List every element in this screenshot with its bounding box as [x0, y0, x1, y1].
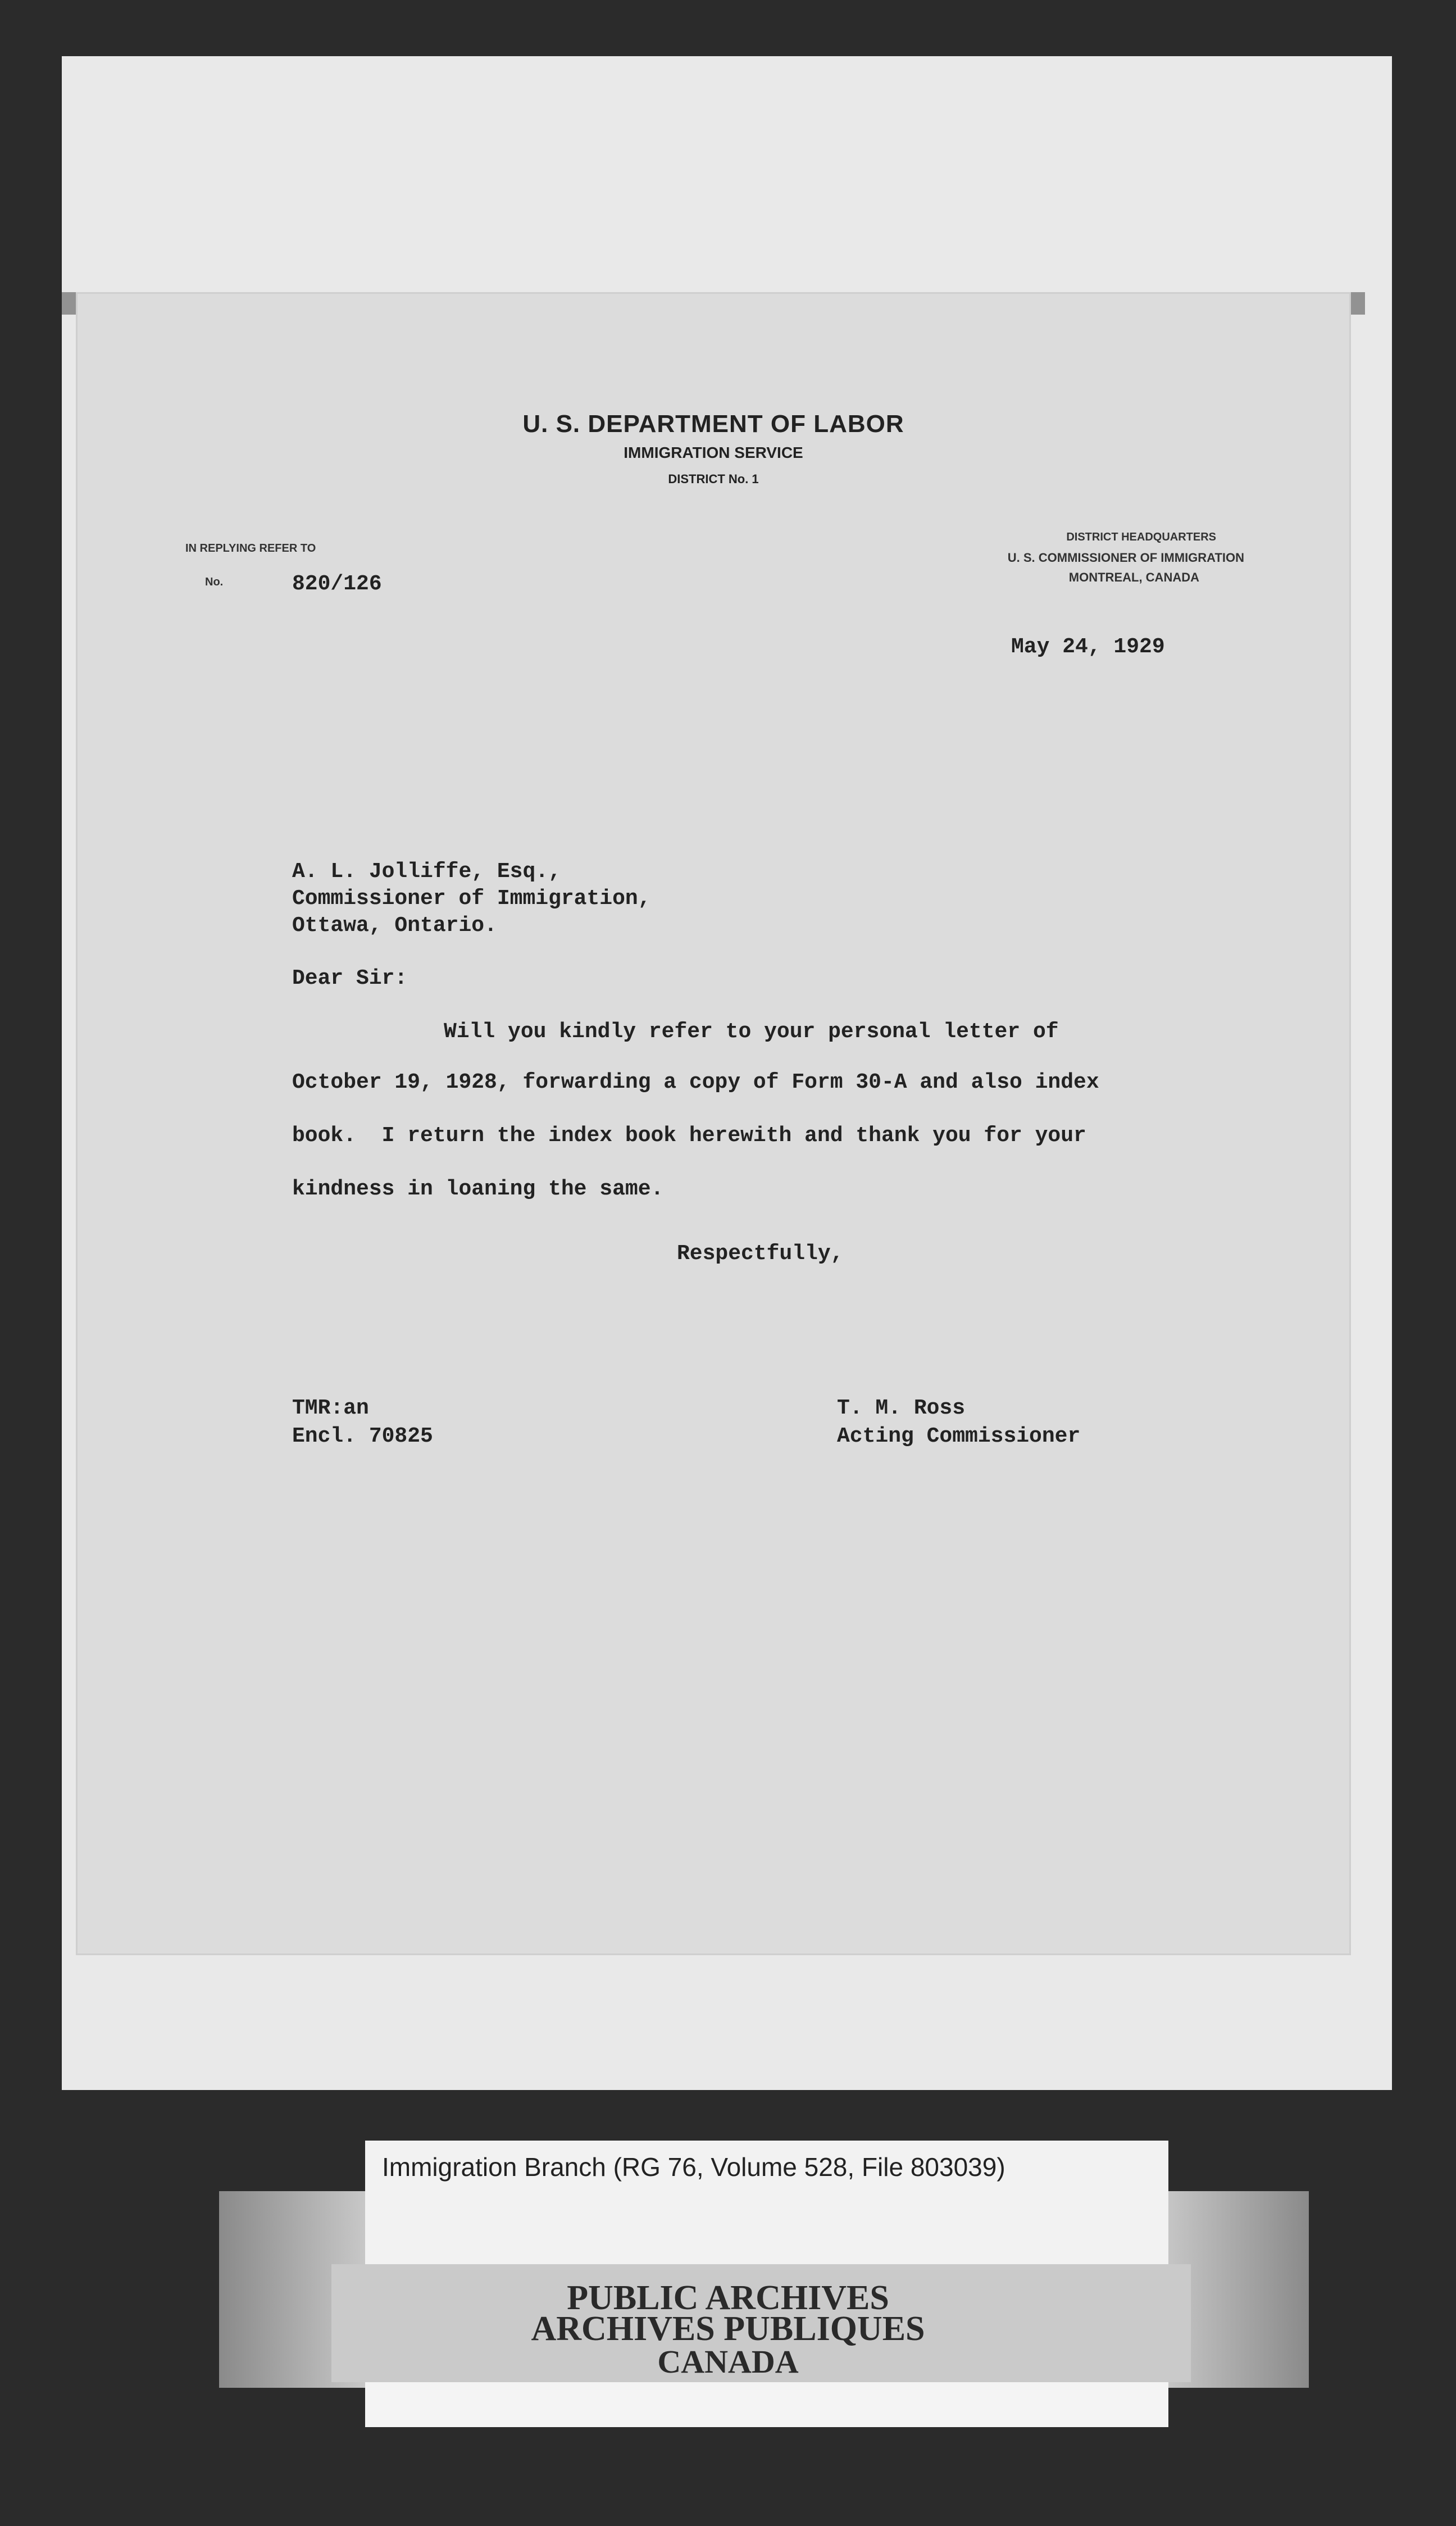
- closing: Respectfully,: [677, 1242, 844, 1266]
- address-line-2: Commissioner of Immigration,: [292, 887, 651, 911]
- body-line-4: kindness in loaning the same.: [292, 1177, 664, 1201]
- signature-title: Acting Commissioner: [837, 1424, 1081, 1448]
- bottom-label-strip: [365, 2382, 1168, 2427]
- stamp-line-3: CANADA: [657, 2343, 799, 2380]
- address-line-1: A. L. Jolliffe, Esq.,: [292, 860, 561, 884]
- archive-caption: Immigration Branch (RG 76, Volume 528, File 803039): [382, 2152, 1005, 2182]
- service-heading: IMMIGRATION SERVICE: [624, 444, 803, 461]
- stamp-line-1: PUBLIC ARCHIVES: [567, 2279, 889, 2317]
- typist-initials: TMR:an: [292, 1396, 369, 1420]
- district-heading: DISTRICT No. 1: [668, 472, 759, 486]
- reference-number: 820/126: [292, 572, 382, 596]
- body-line-2: October 19, 1928, forwarding a copy of Form 30-A and also index: [292, 1070, 1099, 1094]
- headquarters-line-2: U. S. COMMISSIONER OF IMMIGRATION: [1007, 551, 1244, 565]
- letter-page: [76, 292, 1351, 1955]
- letter-date: May 24, 1929: [1011, 635, 1165, 659]
- headquarters-line-3: MONTREAL, CANADA: [1068, 570, 1199, 584]
- salutation: Dear Sir:: [292, 966, 408, 991]
- signature-name: T. M. Ross: [837, 1396, 966, 1420]
- stamp-line-2: ARCHIVES PUBLIQUES: [531, 2310, 925, 2348]
- department-heading: U. S. DEPARTMENT OF LABOR: [522, 410, 904, 438]
- refer-label: IN REPLYING REFER TO: [185, 542, 316, 555]
- body-line-1: Will you kindly refer to your personal letter of: [444, 1020, 1059, 1044]
- number-label: No.: [205, 576, 224, 588]
- body-line-3: book. I return the index book herewith and thank you for your: [292, 1124, 1086, 1148]
- address-line-3: Ottawa, Ontario.: [292, 914, 497, 938]
- headquarters-line-1: DISTRICT HEADQUARTERS: [1066, 531, 1216, 543]
- archive-caption-label: [365, 2141, 1168, 2270]
- enclosure-note: Encl. 70825: [292, 1424, 433, 1448]
